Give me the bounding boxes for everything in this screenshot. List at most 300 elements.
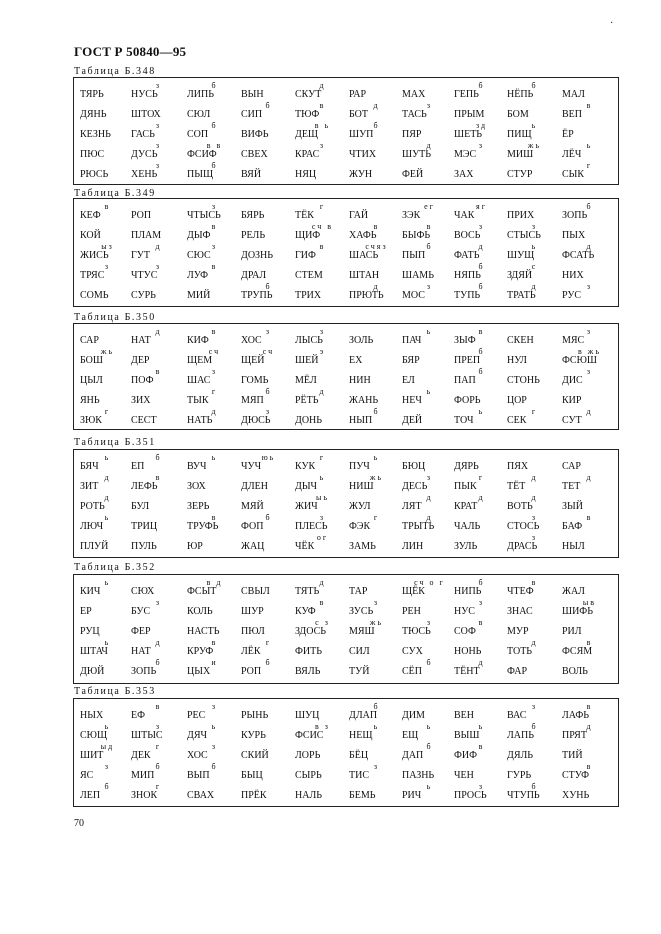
word-cell [454, 81, 509, 100]
word-cell [349, 587, 404, 597]
word-text: ПУЛЬ [131, 541, 157, 552]
word-text: СУХ [402, 646, 423, 657]
word-text: РЫНЬ [241, 710, 269, 721]
word-cell [402, 141, 457, 160]
word-text: ПУЧ [349, 461, 370, 472]
word-cell [454, 722, 509, 741]
phonetic-mark: д [155, 242, 162, 251]
word-text: ФАТЬ [454, 250, 480, 261]
word-cell [187, 327, 242, 346]
word-cell [562, 161, 617, 180]
word-cell [295, 711, 350, 721]
phonetic-mark: в [211, 222, 218, 231]
phonetic-mark: счяз [365, 242, 388, 251]
word-cell [131, 262, 186, 281]
phonetic-mark: г [373, 513, 380, 522]
word-cell [187, 202, 242, 221]
word-cell [241, 251, 296, 261]
word-cell [402, 658, 457, 677]
phonetic-mark: д [319, 578, 326, 587]
phonetic-mark: сч [262, 347, 275, 356]
word-cell [131, 121, 186, 140]
phonetic-mark: ег [424, 202, 435, 211]
word-cell [131, 502, 186, 512]
phonetic-mark: сч в [311, 222, 334, 231]
word-text: НЫЛ [562, 541, 585, 552]
word-cell [454, 367, 509, 386]
word-cell [295, 473, 350, 492]
word-cell [402, 170, 457, 180]
word-text: ВИФЬ [241, 129, 269, 140]
phonetic-mark: б [426, 242, 433, 251]
word-cell [454, 578, 509, 597]
word-table [73, 323, 619, 430]
phonetic-mark: б [265, 101, 272, 110]
word-text: НАСТЬ [187, 626, 220, 637]
word-cell [187, 453, 242, 472]
word-text: ГУТ [131, 250, 150, 261]
phonetic-mark: з [478, 222, 485, 231]
word-cell [454, 170, 509, 180]
word-text: ЦЫХ [187, 666, 211, 677]
word-text: СКЕН [507, 335, 534, 346]
word-cell [349, 271, 404, 281]
word-text: ГУРЬ [507, 770, 532, 781]
word-text: ЗЕРЬ [187, 501, 210, 512]
phonetic-mark: з [155, 81, 162, 90]
word-cell [80, 407, 135, 426]
word-cell [80, 150, 135, 160]
word-text: ЛЯТ [402, 501, 422, 512]
word-cell [80, 242, 135, 261]
phonetic-mark: ь [319, 473, 326, 482]
phonetic-mark: ь [104, 722, 111, 731]
word-cell [349, 762, 404, 781]
phonetic-mark: б [211, 762, 218, 771]
word-text: ВЯЛЬ [295, 666, 321, 677]
word-text: ФСЯМ [562, 646, 593, 657]
phonetic-mark: д [586, 242, 593, 251]
word-cell [295, 791, 350, 801]
phonetic-mark: г [319, 202, 326, 211]
phonetic-mark: з [426, 282, 433, 291]
word-cell [295, 416, 350, 426]
word-text: СВАХ [187, 790, 215, 801]
word-text: ТРИЦ [131, 521, 158, 532]
phonetic-mark: б [155, 762, 162, 771]
word-text: БОМ [507, 109, 529, 120]
word-cell [241, 271, 296, 281]
phonetic-mark: з [104, 762, 111, 771]
phonetic-mark: з [586, 367, 593, 376]
word-cell [454, 462, 509, 472]
word-cell [295, 291, 350, 301]
word-cell [507, 407, 562, 426]
word-text: ЧТУС [131, 270, 158, 281]
word-text: ТРУПЬ [241, 290, 273, 301]
word-cell [349, 502, 404, 512]
word-cell [562, 282, 617, 301]
word-text: ЧТЫСЬ [187, 210, 221, 221]
word-text: ДЕСЬ [402, 481, 428, 492]
phonetic-mark: ь [531, 242, 538, 251]
word-cell [295, 271, 350, 281]
word-text: ЗДОСЬ [295, 626, 326, 637]
phonetic-mark: з [211, 202, 218, 211]
word-text: СТЫСЬ [507, 230, 541, 241]
phonetic-mark: ь [104, 578, 111, 587]
word-cell [241, 347, 296, 366]
table-caption: Таблица Б.352 [74, 562, 156, 573]
word-cell [80, 578, 135, 597]
word-text: СЮЩ [80, 730, 108, 741]
word-text: МЯШ [349, 626, 375, 637]
phonetic-mark: з [104, 262, 111, 271]
word-cell [402, 493, 457, 512]
word-cell [241, 658, 296, 677]
word-text: КРАТ [454, 501, 478, 512]
word-cell [454, 407, 509, 426]
word-cell [295, 493, 350, 512]
word-cell [562, 791, 617, 801]
phonetic-mark: в [211, 513, 218, 522]
word-cell [295, 222, 350, 241]
word-cell [562, 101, 617, 120]
word-text: СУТ [562, 415, 582, 426]
phonetic-mark: сч о г [414, 578, 445, 587]
word-text: БОТ [349, 109, 369, 120]
word-text: ПАП [454, 375, 476, 386]
word-cell [187, 791, 242, 801]
word-cell [241, 231, 296, 241]
word-text: ТРАТЬ [507, 290, 536, 301]
word-text: БЫФЬ [402, 230, 431, 241]
word-text: КЕЗНЬ [80, 129, 111, 140]
word-text: САР [80, 335, 99, 346]
word-text: СИЛ [349, 646, 370, 657]
phonetic-mark: б [211, 81, 218, 90]
word-text: ПЯХ [507, 461, 529, 472]
word-text: РОП [241, 666, 262, 677]
word-cell [187, 121, 242, 140]
table-caption: Таблица Б.349 [74, 188, 156, 199]
word-cell [295, 242, 350, 261]
phonetic-mark: в [586, 702, 593, 711]
word-text: ПАЗНЬ [402, 770, 435, 781]
word-cell [187, 291, 242, 301]
word-cell [131, 327, 186, 346]
word-cell [241, 482, 296, 492]
word-text: ЖИЧ [295, 501, 318, 512]
word-text: СТУФ [562, 770, 590, 781]
word-text: ТЮСЬ [402, 626, 431, 637]
word-text: ЕП [131, 461, 145, 472]
word-cell [187, 110, 242, 120]
word-text: ШТЫС [131, 730, 163, 741]
word-text: ЩЁК [402, 586, 425, 597]
word-text: ЩИФ [295, 230, 321, 241]
word-cell [241, 170, 296, 180]
phonetic-mark: зд [475, 121, 488, 130]
word-text: ДИМ [402, 710, 425, 721]
word-text: РЕН [402, 606, 421, 617]
word-cell [295, 202, 350, 221]
word-text: ЗАМЬ [349, 541, 376, 552]
word-text: ДУСЬ [131, 149, 158, 160]
word-cell [402, 542, 457, 552]
word-cell [562, 90, 617, 100]
word-cell [507, 667, 562, 677]
word-cell [241, 513, 296, 532]
word-cell [562, 462, 617, 472]
word-cell [295, 121, 350, 140]
word-text: ЧАК [454, 210, 475, 221]
word-text: ЧТУПЬ [507, 790, 540, 801]
word-table [73, 449, 619, 558]
word-cell [241, 791, 296, 801]
word-text: ДЛЕН [241, 481, 268, 492]
phonetic-mark: з [373, 762, 380, 771]
phonetic-mark: ь [211, 453, 218, 462]
word-cell [454, 110, 509, 120]
word-cell [402, 282, 457, 301]
phonetic-mark: б [478, 578, 485, 587]
word-text: НУЛ [507, 355, 527, 366]
word-text: НЁПЬ [507, 89, 534, 100]
word-text: МЁЛ [295, 375, 317, 386]
word-text: ХАФЬ [349, 230, 377, 241]
phonetic-mark: ь [586, 141, 593, 150]
phonetic-mark: юь [261, 453, 276, 462]
phonetic-mark: сч [208, 347, 221, 356]
word-cell [402, 130, 457, 140]
word-cell [349, 242, 404, 261]
phonetic-mark: б [478, 347, 485, 356]
word-cell [241, 751, 296, 761]
word-cell [187, 242, 242, 261]
word-text: БЯР [402, 355, 420, 366]
word-text: ЧЕН [454, 770, 474, 781]
phonetic-mark: г [155, 782, 162, 791]
word-text: ЛЕП [80, 790, 101, 801]
word-text: КУРЬ [241, 730, 266, 741]
word-text: ПРЁК [241, 790, 267, 801]
phonetic-mark: в [426, 222, 433, 231]
word-text: МЯС [562, 335, 585, 346]
word-cell [507, 396, 562, 406]
word-cell [349, 722, 404, 741]
word-cell [507, 222, 562, 241]
word-cell [454, 121, 509, 140]
word-cell [562, 327, 617, 346]
word-text: КИЧ [80, 586, 101, 597]
word-cell [131, 81, 186, 100]
word-text: ДЕР [131, 355, 150, 366]
word-text: ЛАПЬ [507, 730, 534, 741]
word-text: ЗИХ [131, 395, 151, 406]
word-text: ЗЮК [80, 415, 102, 426]
word-text: ТЯРЬ [80, 89, 104, 100]
word-cell [349, 647, 404, 657]
word-cell [295, 376, 350, 386]
word-text: ДЫЧ [295, 481, 318, 492]
word-cell [131, 242, 186, 261]
word-text: ЮР [187, 541, 203, 552]
word-cell [562, 638, 617, 657]
word-cell [131, 627, 186, 637]
word-cell [402, 90, 457, 100]
word-table [73, 198, 619, 307]
word-text: ЗЭК [402, 210, 421, 221]
word-cell [131, 141, 186, 160]
word-cell [454, 242, 509, 261]
phonetic-mark: з [586, 327, 593, 336]
word-text: ЯС [80, 770, 94, 781]
phonetic-mark: г [319, 453, 326, 462]
word-text: ФСЮШ [562, 355, 597, 366]
phonetic-mark: с [531, 262, 538, 271]
word-cell [402, 647, 457, 657]
word-text: ЖАНЬ [349, 395, 379, 406]
phonetic-mark: д [531, 473, 538, 482]
word-cell [562, 667, 617, 677]
word-text: ПЫК [454, 481, 477, 492]
word-cell [349, 170, 404, 180]
word-text: ШУЩ [507, 250, 535, 261]
phonetic-mark: в [211, 638, 218, 647]
word-text: НЯЦ [295, 169, 317, 180]
phonetic-mark: з [265, 327, 272, 336]
word-text: КОЙ [80, 230, 101, 241]
word-cell [349, 90, 404, 100]
word-text: ГАЙ [349, 210, 369, 221]
word-cell [454, 598, 509, 617]
word-text: ДЮЙ [80, 666, 105, 677]
word-cell [402, 722, 457, 741]
word-cell [562, 627, 617, 637]
word-text: ФАР [507, 666, 528, 677]
word-cell [80, 782, 135, 801]
word-text: КОЛЬ [187, 606, 213, 617]
word-cell [402, 462, 457, 472]
phonetic-mark: б [265, 282, 272, 291]
phonetic-mark: б [478, 282, 485, 291]
word-cell [241, 711, 296, 721]
phonetic-mark: з [478, 141, 485, 150]
word-cell [562, 407, 617, 426]
word-cell [187, 742, 242, 761]
word-cell [507, 533, 562, 552]
word-text: ЛЫСЬ [295, 335, 323, 346]
word-cell [402, 242, 457, 261]
word-text: ВУЧ [187, 461, 207, 472]
word-text: ДАП [402, 750, 424, 761]
word-text: СОП [187, 129, 209, 140]
word-text: СЮС [187, 250, 211, 261]
phonetic-mark: в [586, 762, 593, 771]
word-cell [507, 110, 562, 120]
word-cell [507, 356, 562, 366]
phonetic-mark: д [211, 407, 218, 416]
word-cell [562, 367, 617, 386]
word-cell [80, 513, 135, 532]
phonetic-mark: ь [478, 722, 485, 731]
word-cell [131, 356, 186, 366]
phonetic-mark: в в [206, 141, 223, 150]
phonetic-mark: ыь [315, 493, 330, 502]
word-text: ШУЦ [295, 710, 320, 721]
phonetic-mark: д [478, 242, 485, 251]
word-cell [507, 121, 562, 140]
phonetic-mark: д [531, 638, 538, 647]
word-text: ХУНЬ [562, 790, 590, 801]
phonetic-mark: д [426, 513, 433, 522]
word-cell [562, 542, 617, 552]
word-cell [349, 513, 404, 532]
phonetic-mark: з [426, 618, 433, 627]
word-cell [562, 751, 617, 761]
word-text: НАЛЬ [295, 790, 322, 801]
phonetic-mark: д [373, 101, 380, 110]
phonetic-mark: в [319, 101, 326, 110]
word-text: ТИЙ [562, 750, 583, 761]
word-text: ФСАТЬ [562, 250, 595, 261]
word-text: ТРУФЬ [187, 521, 219, 532]
word-text: ПРОСЬ [454, 790, 487, 801]
word-text: МАЛ [562, 89, 585, 100]
phonetic-mark: д [586, 407, 593, 416]
word-text: НУС [454, 606, 475, 617]
word-table [73, 574, 619, 684]
phonetic-mark: з [319, 327, 326, 336]
word-cell [349, 407, 404, 426]
word-cell [507, 282, 562, 301]
phonetic-mark: б [478, 367, 485, 376]
word-cell [507, 771, 562, 781]
phonetic-mark: д [426, 141, 433, 150]
phonetic-mark: в жь [578, 347, 601, 356]
phonetic-mark: в [478, 742, 485, 751]
word-text: ТЁТ [507, 481, 526, 492]
word-cell [402, 618, 457, 637]
phonetic-mark: г [586, 161, 593, 170]
word-text: ПРЫМ [454, 109, 485, 120]
word-cell [349, 473, 404, 492]
word-text: ЛЕФЬ [131, 481, 158, 492]
word-text: ШЕТЬ [454, 129, 483, 140]
word-cell [187, 502, 242, 512]
word-cell [295, 618, 350, 637]
word-cell [402, 356, 457, 366]
word-cell [241, 150, 296, 160]
word-text: СЮЛ [187, 109, 211, 120]
word-cell [131, 291, 186, 301]
word-cell [80, 473, 135, 492]
word-text: СЕСТ [131, 415, 157, 426]
phonetic-mark: з [155, 598, 162, 607]
word-text: МИП [131, 770, 155, 781]
word-cell [241, 211, 296, 221]
phonetic-mark: д [426, 493, 433, 502]
phonetic-mark: з [155, 121, 162, 130]
word-cell [131, 782, 186, 801]
word-text: ДЕЙ [402, 415, 423, 426]
word-text: ТЕТ [562, 481, 581, 492]
phonetic-mark: д [586, 473, 593, 482]
phonetic-mark: б [104, 782, 111, 791]
word-text: ФОП [241, 521, 264, 532]
phonetic-mark: ь [531, 121, 538, 130]
